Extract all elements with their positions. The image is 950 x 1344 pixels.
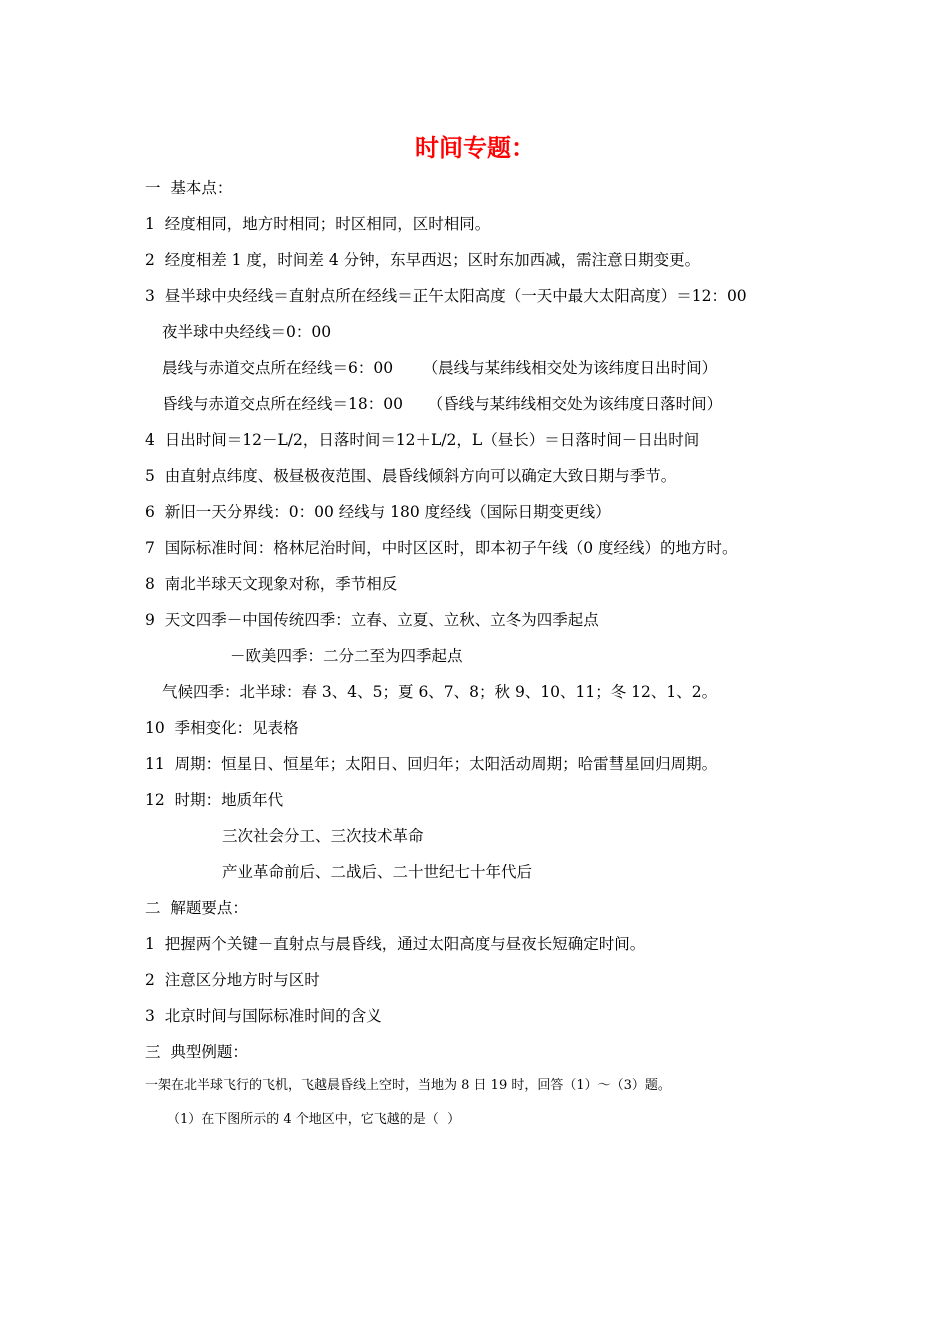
point-3: 3 昼半球中央经线＝直射点所在经线＝正午太阳高度（一天中最大太阳高度）＝12：00	[145, 287, 747, 305]
section-heading-key-points: 二 解题要点：	[145, 899, 248, 917]
page-title: 时间专题：	[415, 134, 535, 162]
point-4: 4 日出时间＝12－L/2，日落时间＝12＋L/2，L（昼长）＝日落时间－日出时间	[145, 431, 700, 449]
key-point-1: 1 把握两个关键－直射点与晨昏线，通过太阳高度与昼夜长短确定时间。	[145, 935, 646, 953]
point-3-dawn-line: 晨线与赤道交点所在经线＝6：00 （晨线与某纬线相交处为该纬度日出时间）	[162, 359, 718, 377]
key-point-2: 2 注意区分地方时与区时	[145, 971, 320, 989]
section-heading-examples: 三 典型例题：	[145, 1043, 248, 1061]
point-9-climate-seasons: 气候四季：北半球：春 3、4、5；夏 6、7、8；秋 9、10、11；冬 12、1、2。	[162, 683, 718, 701]
example-question-1: （1）在下图所示的 4 个地区中，它飞越的是（ ）	[167, 1112, 461, 1127]
point-6: 6 新旧一天分界线：0：00 经线与 180 度经线（国际日期变更线）	[145, 503, 611, 521]
point-9-western-seasons: －欧美四季：二分二至为四季起点	[230, 647, 463, 665]
point-8: 8 南北半球天文现象对称，季节相反	[145, 575, 398, 593]
point-12-industrial: 产业革命前后、二战后、二十世纪七十年代后	[222, 863, 533, 881]
point-5: 5 由直射点纬度、极昼极夜范围、晨昏线倾斜方向可以确定大致日期与季节。	[145, 467, 677, 485]
point-3-dusk-line: 昏线与赤道交点所在经线＝18：00 （昏线与某纬线相交处为该纬度日落时间）	[162, 395, 723, 413]
section-heading-basics: 一 基本点：	[145, 179, 233, 197]
point-11: 11 周期：恒星日、恒星年；太阳日、回归年；太阳活动周期；哈雷彗星回归周期。	[145, 755, 718, 773]
point-3-night-meridian: 夜半球中央经线＝0：00	[162, 323, 332, 341]
point-9: 9 天文四季－中国传统四季：立春、立夏、立秋、立冬为四季起点	[145, 611, 599, 629]
point-7: 7 国际标准时间：格林尼治时间，中时区区时，即本初子午线（0 度经线）的地方时。	[145, 539, 738, 557]
key-point-3: 3 北京时间与国际标准时间的含义	[145, 1007, 382, 1025]
example-intro: 一架在北半球飞行的飞机，飞越晨昏线上空时，当地为 8 日 19 时，回答（1）～（3）题。	[145, 1078, 671, 1093]
point-2: 2 经度相差 1 度，时间差 4 分钟，东早西迟；区时东加西减，需注意日期变更。	[145, 251, 701, 269]
point-10: 10 季相变化：见表格	[145, 719, 299, 737]
point-1: 1 经度相同，地方时相同；时区相同，区时相同。	[145, 215, 491, 233]
point-12: 12 时期：地质年代	[145, 791, 284, 809]
point-12-social: 三次社会分工、三次技术革命	[222, 827, 424, 845]
